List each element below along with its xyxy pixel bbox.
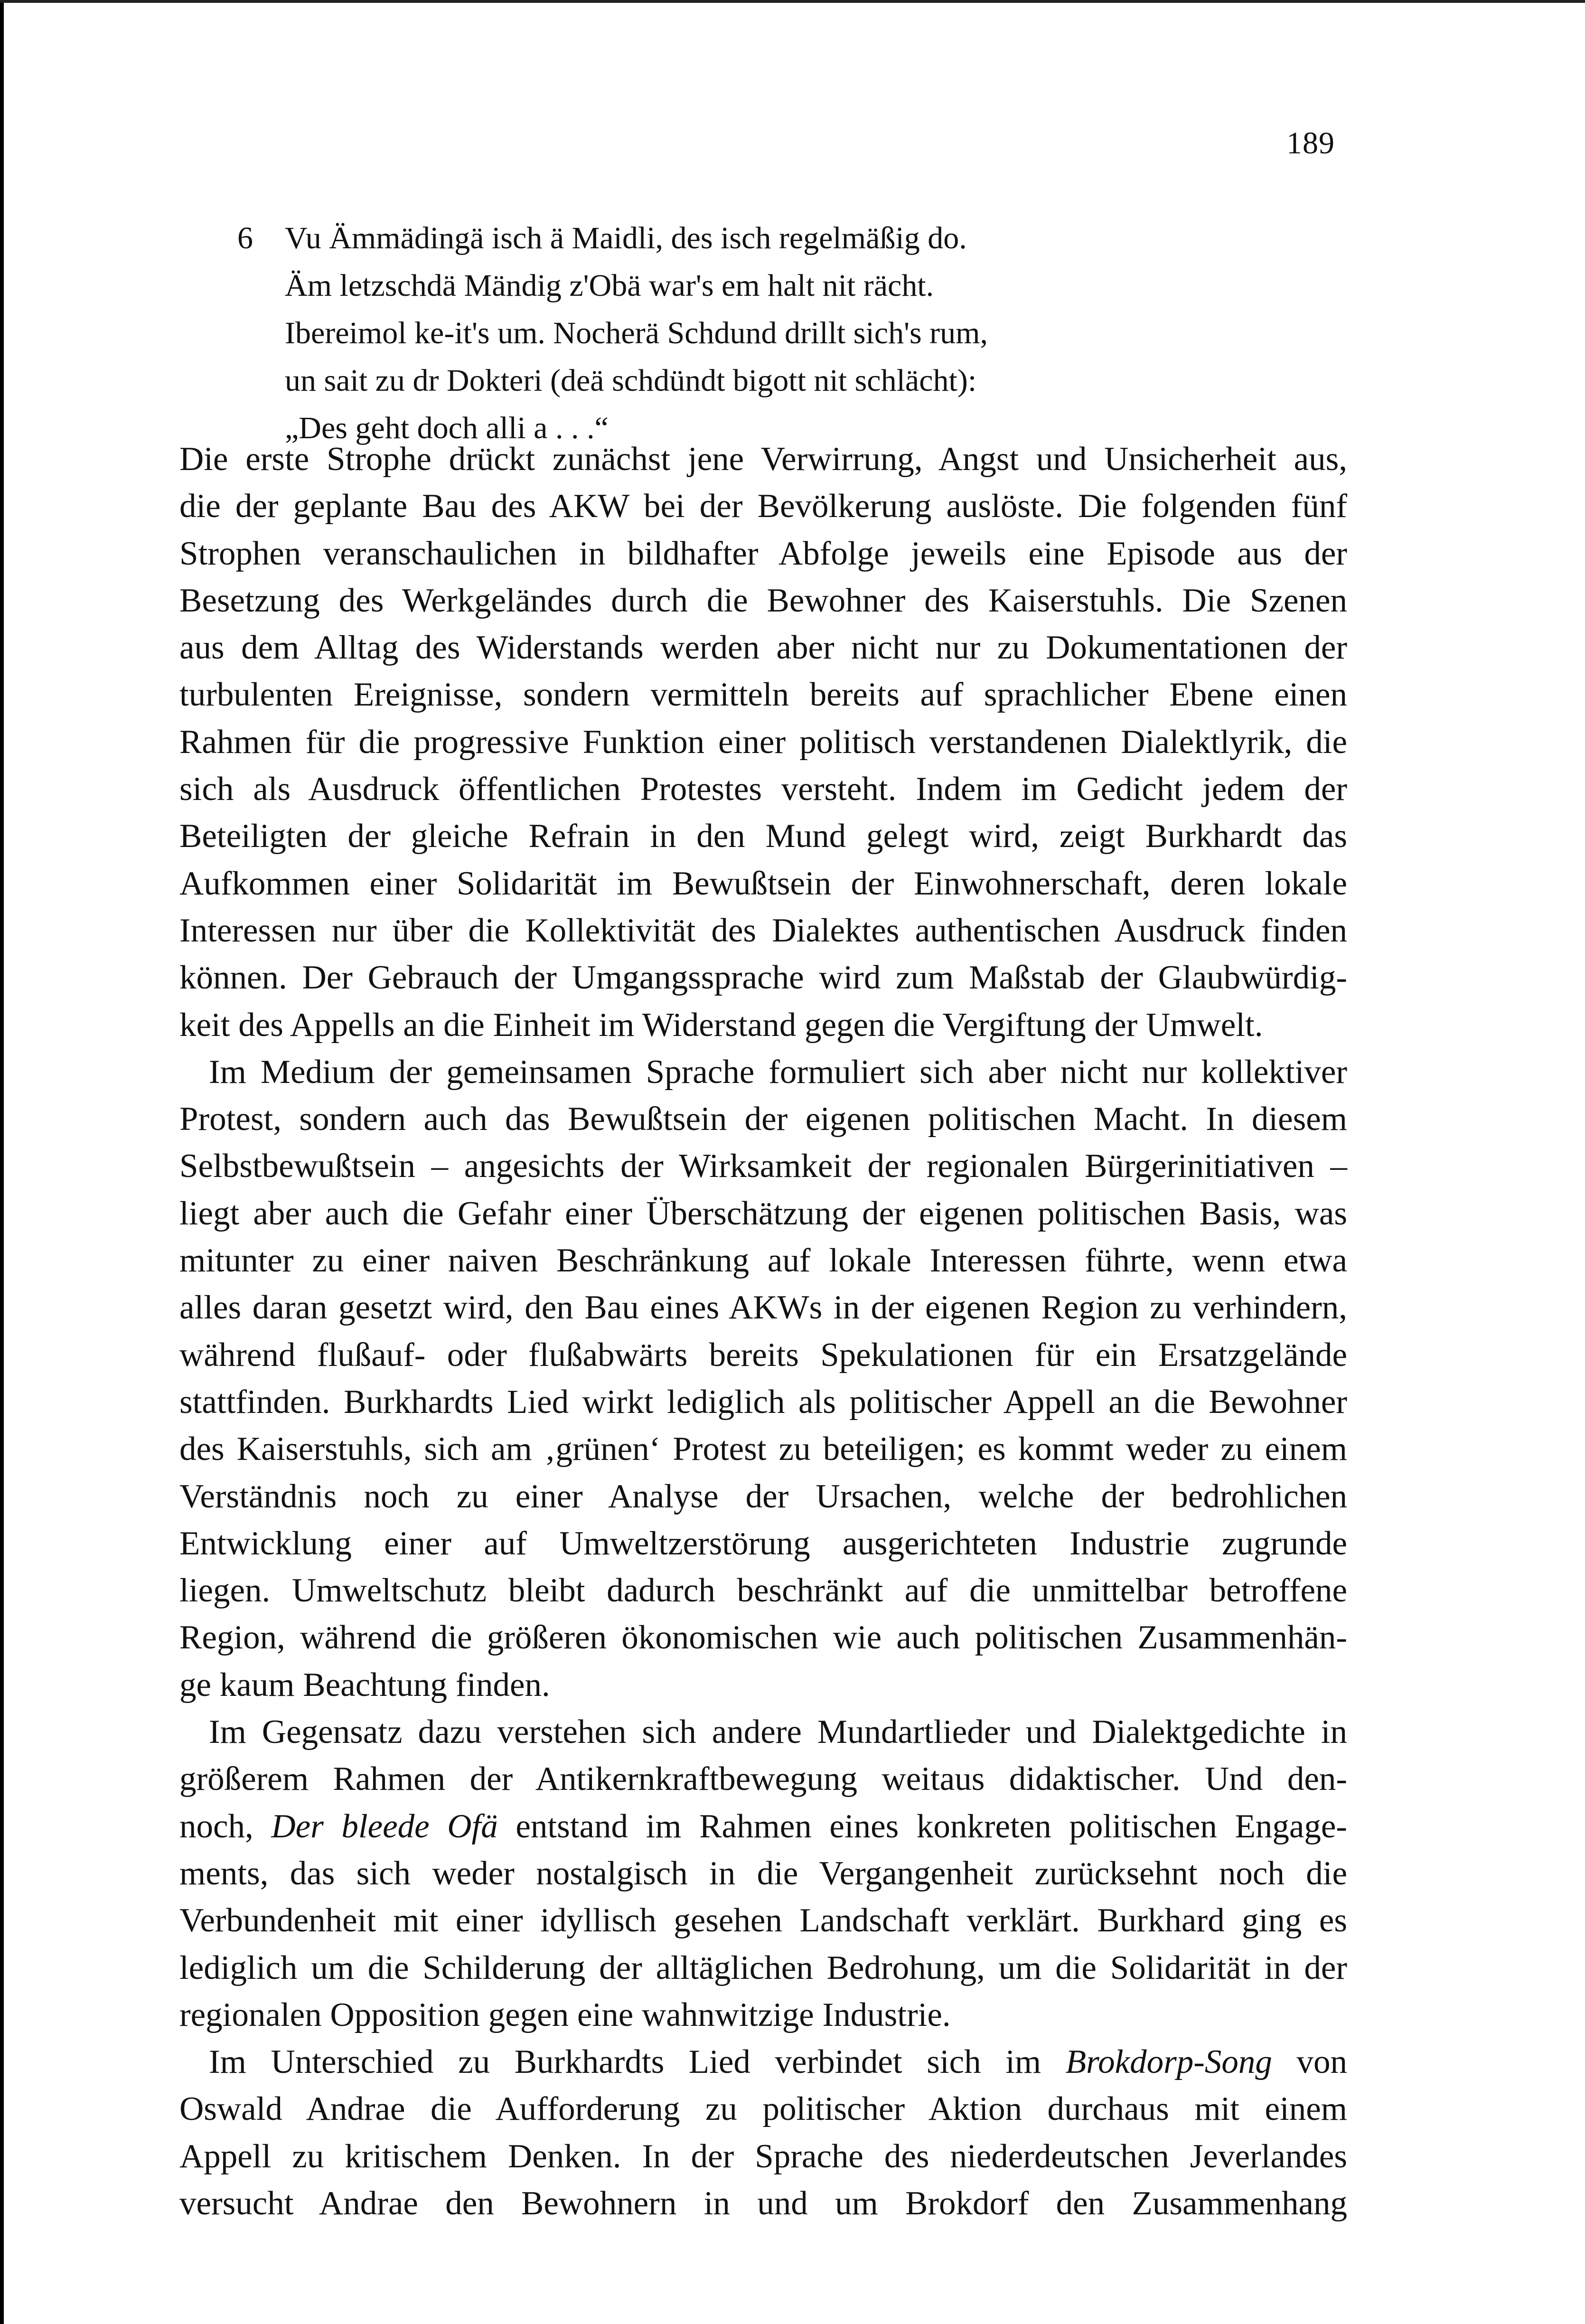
text-line: Entwicklung einer auf Umweltzerstörung ausgerichteten Industrie zugrunde <box>179 1524 1347 1562</box>
text-line: Im Medium der gemeinsamen Sprache formuliert sich aber nicht nur kollektiver <box>209 1053 1347 1091</box>
text-line <box>179 1803 1347 1850</box>
poem-line <box>237 215 1187 262</box>
text-segment: noch, <box>179 1807 253 1845</box>
stanza-number: 6 <box>237 221 253 255</box>
paragraph-1 <box>179 436 1347 1049</box>
text-line: die der geplante Bau des AKW bei der Bevölkerung auslöste. Die folgenden fünf <box>179 488 1347 525</box>
body-text <box>179 436 1347 2227</box>
text-line: Die erste Strophe drückt zunächst jene Verwirrung, Angst und Unsicherheit aus, <box>179 441 1347 478</box>
text-line: stattfinden. Burkhardts Lied wirkt lediglich als politischer Appell an die Bewohner <box>179 1383 1347 1421</box>
text-line: können. Der Gebrauch der Umgangssprache wird zum Maßstab der Glaubwürdig- <box>179 959 1347 997</box>
text-line: des Kaiserstuhls, sich am ‚grünen‘ Protest zu beteiligen; es kommt weder zu einem <box>179 1430 1347 1468</box>
poem-line <box>237 310 1187 357</box>
text-line: lediglich um die Schilderung der alltäglichen Bedrohung, um die Solidarität in der <box>179 1949 1347 1986</box>
text-line: mitunter zu einer naiven Beschränkung auf lokale Interessen führte, wenn etwa <box>179 1242 1347 1280</box>
text-line: Im Gegensatz dazu verstehen sich andere Mundartlieder und Dialektgedichte in <box>209 1713 1347 1751</box>
text-line: versucht Andrae den Bewohnern in und um Brokdorf den Zusammenhang <box>179 2184 1347 2222</box>
text-line: regionalen Opposition gegen eine wahnwitzige Industrie. <box>179 1996 951 2033</box>
page-number: 189 <box>1286 126 1335 160</box>
text-line: Region, während die größeren ökonomischen wie auch politischen Zusammenhän- <box>179 1619 1347 1656</box>
text-line: Verständnis noch zu einer Analyse der Ursachen, welche der bedrohlichen <box>179 1477 1347 1515</box>
text-line: aus dem Alltag des Widerstands werden aber nicht nur zu Dokumentationen der <box>179 629 1347 667</box>
text-line: Selbstbewußtsein – angesichts der Wirksamkeit der regionalen Bürgerinitiativen – <box>179 1148 1347 1185</box>
text-line: alles daran gesetzt wird, den Bau eines AKWs in der eigenen Region zu verhindern, <box>179 1289 1347 1327</box>
text-line: während flußauf- oder flußabwärts bereits Spekulationen für ein Ersatzgelände <box>179 1336 1347 1374</box>
text-line: Appell zu kritischem Denken. In der Sprache des niederdeutschen Jeverlandes <box>179 2137 1347 2175</box>
paragraph-3 <box>179 1709 1347 2039</box>
text-segment: von <box>1296 2043 1347 2081</box>
work-title-italic: Der bleede Ofä <box>271 1807 498 1845</box>
text-line: ge kaum Beachtung finden. <box>179 1666 550 1703</box>
text-segment: Im Unterschied zu Burkhardts Lied verbindet sich im <box>209 2043 1041 2081</box>
text-line: größerem Rahmen der Antikernkraftbewegung weitaus didaktischer. Und den- <box>179 1760 1347 1798</box>
text-line: liegt aber auch die Gefahr einer Überschätzung der eigenen politischen Basis, was <box>179 1195 1347 1232</box>
poem-stanza <box>237 215 1187 452</box>
text-line: Protest, sondern auch das Bewußtsein der eigenen politischen Macht. In diesem <box>179 1101 1347 1138</box>
text-line: keit des Appells an die Einheit im Widerstand gegen die Vergiftung der Umwelt. <box>179 1006 1263 1044</box>
text-line: Beteiligten der gleiche Refrain in den Mund gelegt wird, zeigt Burkhardt das <box>179 818 1347 855</box>
poem-line-text: Ibereimol ke-it's um. Nocherä Schdund drillt sich's rum, <box>285 316 988 350</box>
text-line: liegen. Umweltschutz bleibt dadurch beschränkt auf die unmittelbar betroffene <box>179 1572 1347 1609</box>
poem-line-text: un sait zu dr Dokteri (deä schdündt bigott nit schlächt): <box>285 363 977 398</box>
text-line: Aufkommen einer Solidarität im Bewußtsein der Einwohnerschaft, deren lokale <box>179 865 1347 902</box>
poem-line-text: „Des geht doch alli a . . .“ <box>285 411 609 445</box>
work-title-italic: Brokdorp-Song <box>1065 2043 1272 2081</box>
scan-edge-left <box>0 0 4 2324</box>
text-line: ments, das sich weder nostalgisch in die Vergangenheit zurücksehnt noch die <box>179 1854 1347 1892</box>
text-line: Rahmen für die progressive Funktion einer politisch verstandenen Dialektlyrik, die <box>179 723 1347 761</box>
poem-line-text: Vu Ämmädingä isch ä Maidli, des isch regelmäßig do. <box>285 221 967 255</box>
text-line: Verbundenheit mit einer idyllisch gesehen Landschaft verklärt. Burkhard ging es <box>179 1902 1347 1939</box>
text-line: turbulenten Ereignisse, sondern vermitteln bereits auf sprachlicher Ebene einen <box>179 676 1347 714</box>
paragraph-2 <box>179 1049 1347 1709</box>
text-line: sich als Ausdruck öffentlichen Protestes versteht. Indem im Gedicht jedem der <box>179 771 1347 808</box>
text-line: Interessen nur über die Kollektivität des Dialektes authentischen Ausdruck finden <box>179 912 1347 949</box>
poem-line <box>237 262 1187 310</box>
text-line: Oswald Andrae die Aufforderung zu politischer Aktion durchaus mit einem <box>179 2090 1347 2128</box>
text-segment: entstand im Rahmen eines konkreten politischen Engage- <box>516 1807 1348 1845</box>
poem-line <box>237 357 1187 405</box>
text-line: Strophen veranschaulichen in bildhafter Abfolge jeweils eine Episode aus der <box>179 535 1347 572</box>
paragraph-4 <box>179 2039 1347 2227</box>
scan-edge-top <box>0 0 1585 3</box>
poem-line-text: Äm letzschdä Mändig z'Obä war's em halt nit rächt. <box>285 268 934 303</box>
text-line: Besetzung des Werkgeländes durch die Bewohner des Kaiserstuhls. Die Szenen <box>179 582 1347 619</box>
text-line <box>179 2039 1347 2086</box>
